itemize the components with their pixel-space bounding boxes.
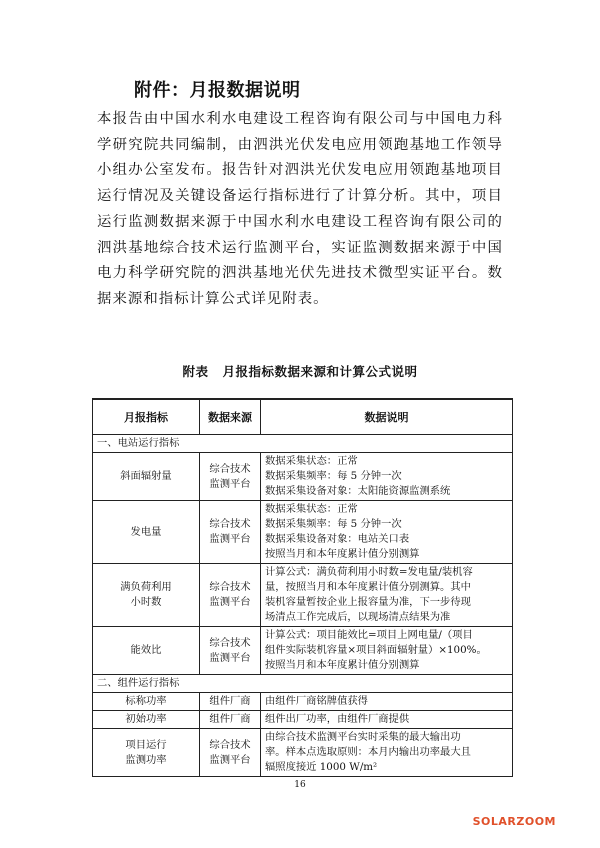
description-line: 数据采集状态：正常 <box>265 455 358 467</box>
description-line: 数据采集设备对象：电站关口表 <box>265 533 410 545</box>
header-description: 数据说明 <box>261 399 513 435</box>
table-row <box>93 564 513 627</box>
table-caption <box>0 362 600 380</box>
source-line: 监测平台 <box>209 753 251 766</box>
section-row-module <box>93 675 513 693</box>
indicator-cell: 发电量 <box>93 501 200 564</box>
source-line: 综合技术 <box>209 738 251 751</box>
table-row <box>93 501 513 564</box>
source-line: 监测平台 <box>209 596 251 608</box>
description-line: 数据采集状态：正常 <box>265 503 358 515</box>
source-cell <box>200 564 261 627</box>
source-line: 综合技术 <box>209 462 251 475</box>
table-row <box>93 453 513 501</box>
indicator-line: 满负荷利用 <box>120 581 172 593</box>
intro-paragraph: 本报告由中国水利水电建设工程咨询有限公司与中国电力科学研究院共同编制，由泗洪光伏发电应用领跑基地工作领导小组办公室发布。报告针对泗洪光伏发电应用领跑基地项目运行情况及关键设备运行指标进行了计算分析。其中，项目运行监测数据来源于中国水利水电建设工程咨询有限公司的泗洪基地综合技术运行监测平台，实证监测数据来源于中国电力科学研究院的泗洪基地光伏先进技术微型实证平台。数据来源和指标计算公式详见附表。 <box>97 111 503 307</box>
source-line: 综合技术 <box>209 581 251 593</box>
indicator-line: 监测功率 <box>125 753 167 766</box>
section-module-label: 二、组件运行指标 <box>93 675 513 693</box>
page-heading: 附件：月报数据说明 <box>134 80 301 101</box>
source-cell: 组件厂商 <box>200 711 261 729</box>
source-cell <box>200 501 261 564</box>
indicator-cell: 斜面辐射量 <box>93 453 200 501</box>
description-line: 按照当月和本年度累计值分别测算 <box>265 659 420 671</box>
description-cell <box>261 501 513 564</box>
indicator-line: 项目运行 <box>125 738 167 751</box>
section-station-label: 一、电站运行指标 <box>93 435 513 453</box>
description-line: 辐照度接近 1000 W/m² <box>265 761 378 773</box>
indicator-cell <box>93 729 200 777</box>
description-line: 由综合技术监测平台实时采集的最大输出功 <box>265 731 461 743</box>
description-line: 按照当月和本年度累计值分别测算 <box>265 548 420 560</box>
source-line: 综合技术 <box>209 636 251 649</box>
source-cell <box>200 453 261 501</box>
source-line: 监测平台 <box>209 477 251 490</box>
source-cell <box>200 729 261 777</box>
indicator-cell: 能效比 <box>93 627 200 675</box>
description-line: 组件实际装机容量×项目斜面辐射量）×100%。 <box>265 644 487 656</box>
caption-prefix: 附表 <box>182 364 209 379</box>
description-line: 场清点工作完成后，以现场清点结果为准 <box>265 611 451 623</box>
source-line: 综合技术 <box>209 518 251 530</box>
header-source: 数据来源 <box>200 399 261 435</box>
description-line: 计算公式：项目能效比=项目上网电量/（项目 <box>265 629 473 641</box>
header-indicator: 月报指标 <box>93 399 200 435</box>
description-line: 装机容量暂按企业上报容量为准，下一步待现 <box>265 596 471 608</box>
table-row <box>93 627 513 675</box>
page-number: 16 <box>294 780 306 790</box>
description-line: 数据采集频率：每 5 分钟一次 <box>265 518 402 530</box>
description-cell <box>261 564 513 627</box>
table-row <box>93 711 513 729</box>
description-line: 计算公式：满负荷利用小时数=发电量/装机容 <box>265 566 473 578</box>
table-row <box>93 729 513 777</box>
table-row <box>93 693 513 711</box>
description-line: 率。样本点选取原则：本月内输出功率最大且 <box>265 746 471 758</box>
watermark-logo: SOLARZOOM <box>472 815 556 828</box>
description-cell: 组件出厂功率，由组件厂商提供 <box>261 711 513 729</box>
indicator-line: 小时数 <box>130 596 162 608</box>
indicator-cell: 初始功率 <box>93 711 200 729</box>
source-cell <box>200 627 261 675</box>
description-cell <box>261 627 513 675</box>
indicator-cell <box>93 564 200 627</box>
indicator-cell: 标称功率 <box>93 693 200 711</box>
source-line: 监测平台 <box>209 533 251 545</box>
source-cell: 组件厂商 <box>200 693 261 711</box>
source-line: 监测平台 <box>209 651 251 664</box>
description-line: 数据采集设备对象：太阳能资源监测系统 <box>265 485 451 497</box>
description-line: 量，按照当月和本年度累计值分别测算。其中 <box>265 581 471 593</box>
table-header-row <box>93 399 513 435</box>
description-cell <box>261 729 513 777</box>
description-line: 数据采集频率：每 5 分钟一次 <box>265 470 402 482</box>
description-cell <box>261 453 513 501</box>
caption-title: 月报指标数据来源和计算公式说明 <box>222 364 418 379</box>
description-cell: 由组件厂商铭牌值获得 <box>261 693 513 711</box>
section-row-station <box>93 435 513 453</box>
indicator-table <box>92 398 513 777</box>
